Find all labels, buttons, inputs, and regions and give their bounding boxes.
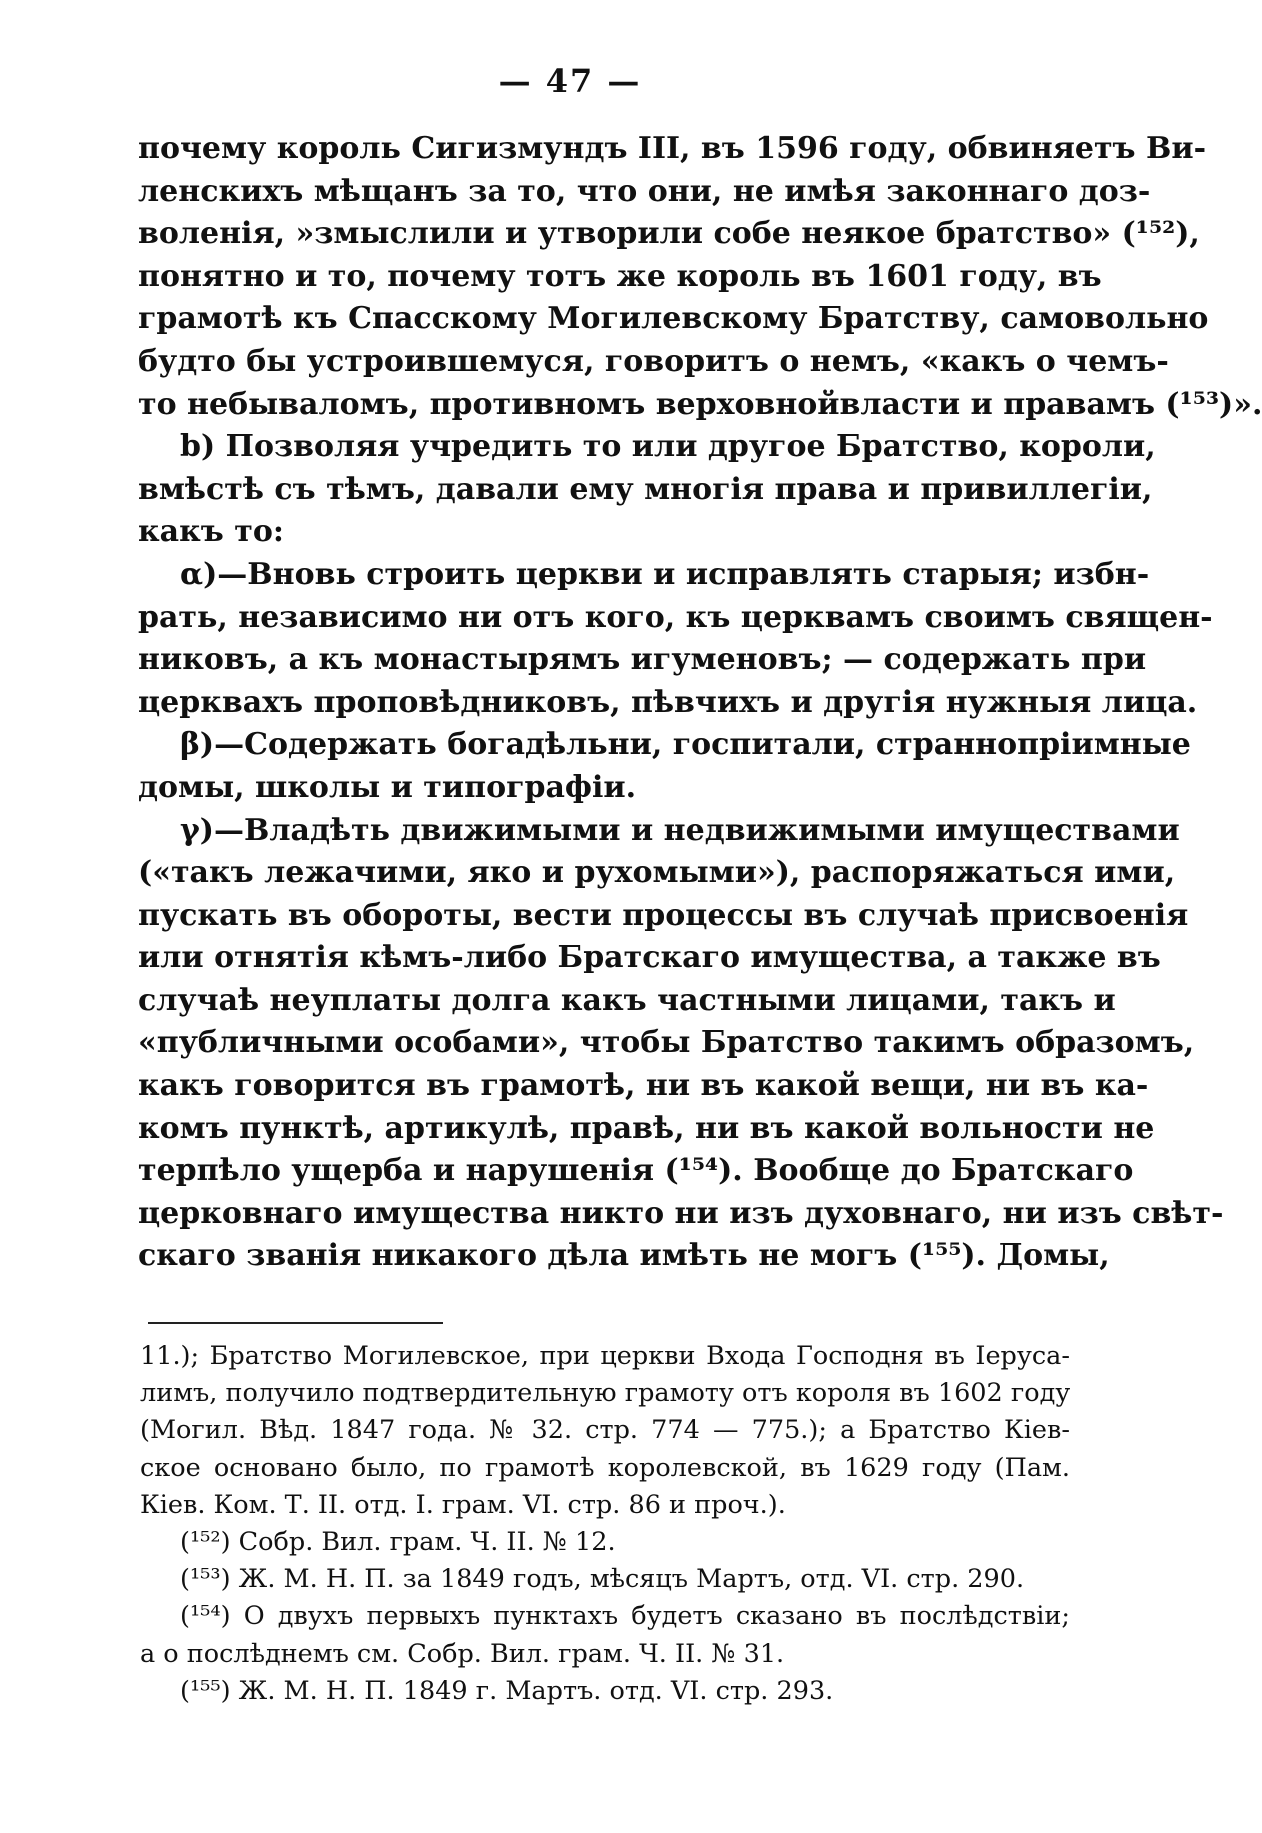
text-line: воленія, »змыслили и утворили собе неякое братство» (¹⁵²),	[138, 216, 1200, 252]
footnote-line: (¹⁵³) Ж. М. Н. П. за 1849 годъ, мѣсяцъ Мартъ, отд. VI. стр. 290.	[180, 1564, 1025, 1595]
text-line: никовъ, а къ монастырямъ игуменовъ; — содержать при	[138, 642, 1147, 678]
text-line: комъ пунктѣ, артикулѣ, правѣ, ни въ какой вольности не	[138, 1110, 1155, 1146]
text-line: церквахъ проповѣдниковъ, пѣвчихъ и другія нужныя лица.	[138, 684, 1198, 720]
text-line: или отнятія кѣмъ-либо Братскаго имущества, а также въ	[138, 940, 1161, 976]
text-line: пускать въ обороты, вести процессы въ случаѣ присвоенія	[138, 897, 1189, 933]
text-line: грамотѣ къ Спасскому Могилевскому Братству, самовольно	[138, 301, 1209, 337]
text-line: скаго званія никакого дѣла имѣть не могъ (¹⁵⁵). Домы,	[138, 1238, 1110, 1274]
text-line: церковнаго имущества никто ни изъ духовнаго, ни изъ свѣт-	[138, 1195, 1224, 1231]
footnote-line: (¹⁵⁵) Ж. М. Н. П. 1849 г. Мартъ. отд. VI. стр. 293.	[180, 1675, 834, 1706]
text-line: то небываломъ, противномъ верховнойвласти и правамъ (¹⁵³)».	[138, 386, 1262, 422]
text-line: («такъ лежачими, яко и рухомыми»), распоряжаться ими,	[138, 855, 1176, 891]
page-number: — 47 —	[498, 62, 642, 100]
footnote-line: лимъ, получило подтвердительную грамоту отъ короля въ 1602 году	[140, 1378, 1071, 1409]
footnote-line: (¹⁵⁴) О двухъ первыхъ пунктахъ будетъ сказано въ послѣдствіи;	[180, 1601, 1070, 1632]
text-line: γ)—Владѣть движимыми и недвижимыми имуществами	[180, 812, 1180, 848]
text-line: «публичными особами», чтобы Братство такимъ образомъ,	[138, 1025, 1195, 1061]
footnote-line: Кіев. Ком. Т. II. отд. I. грам. VI. стр. 86 и проч.).	[140, 1489, 786, 1520]
footnote-divider	[148, 1322, 443, 1324]
text-line: какъ то:	[138, 514, 284, 550]
text-line: терпѣло ущерба и нарушенія (¹⁵⁴). Вообще до Братскаго	[138, 1153, 1134, 1189]
text-line: домы, школы и типографіи.	[138, 769, 637, 805]
text-line: ленскихъ мѣщанъ за то, что они, не имѣя законнаго доз-	[138, 173, 1151, 209]
text-line: понятно и то, почему тотъ же король въ 1601 году, въ	[138, 258, 1102, 294]
text-line: вмѣстѣ съ тѣмъ, давали ему многія права и привиллегіи,	[138, 471, 1153, 507]
text-line: будто бы устроившемуся, говоритъ о немъ, «какъ о чемъ-	[138, 343, 1169, 379]
text-line: рать, независимо ни отъ кого, къ церквамъ своимъ священ-	[138, 599, 1213, 635]
text-line: почему король Сигизмундъ III, въ 1596 году, обвиняетъ Ви-	[138, 131, 1207, 166]
text-line: какъ говорится въ грамотѣ, ни въ какой вещи, ни въ ка-	[138, 1068, 1149, 1104]
text-line: α)—Вновь строить церкви и исправлять старыя; избн-	[180, 556, 1150, 592]
text-line: случаѣ неуплаты долга какъ частными лицами, такъ и	[138, 982, 1116, 1018]
footnotes	[140, 1338, 1070, 1710]
footnote-line: а о послѣднемъ см. Собр. Вил. грам. Ч. II. № 31.	[140, 1638, 785, 1669]
text-line: b) Позволяя учредить то или другое Братство, короли,	[180, 429, 1156, 465]
main-text	[138, 128, 1262, 1278]
footnote-line: 11.); Братство Могилевское, при церкви Входа Господня въ Іеруса-	[140, 1341, 1070, 1371]
footnote-line: ское основано было, по грамотѣ королевской, въ 1629 году (Пам.	[140, 1452, 1070, 1483]
text-line: β)—Содержать богадѣльни, госпитали, страннопріимные	[180, 727, 1191, 763]
footnote-line: (Могил. Вѣд. 1847 года. № 32. стр. 774 — 775.); а Братство Кіев-	[140, 1415, 1070, 1446]
footnote-line: (¹⁵²) Собр. Вил. грам. Ч. II. № 12.	[180, 1527, 616, 1558]
